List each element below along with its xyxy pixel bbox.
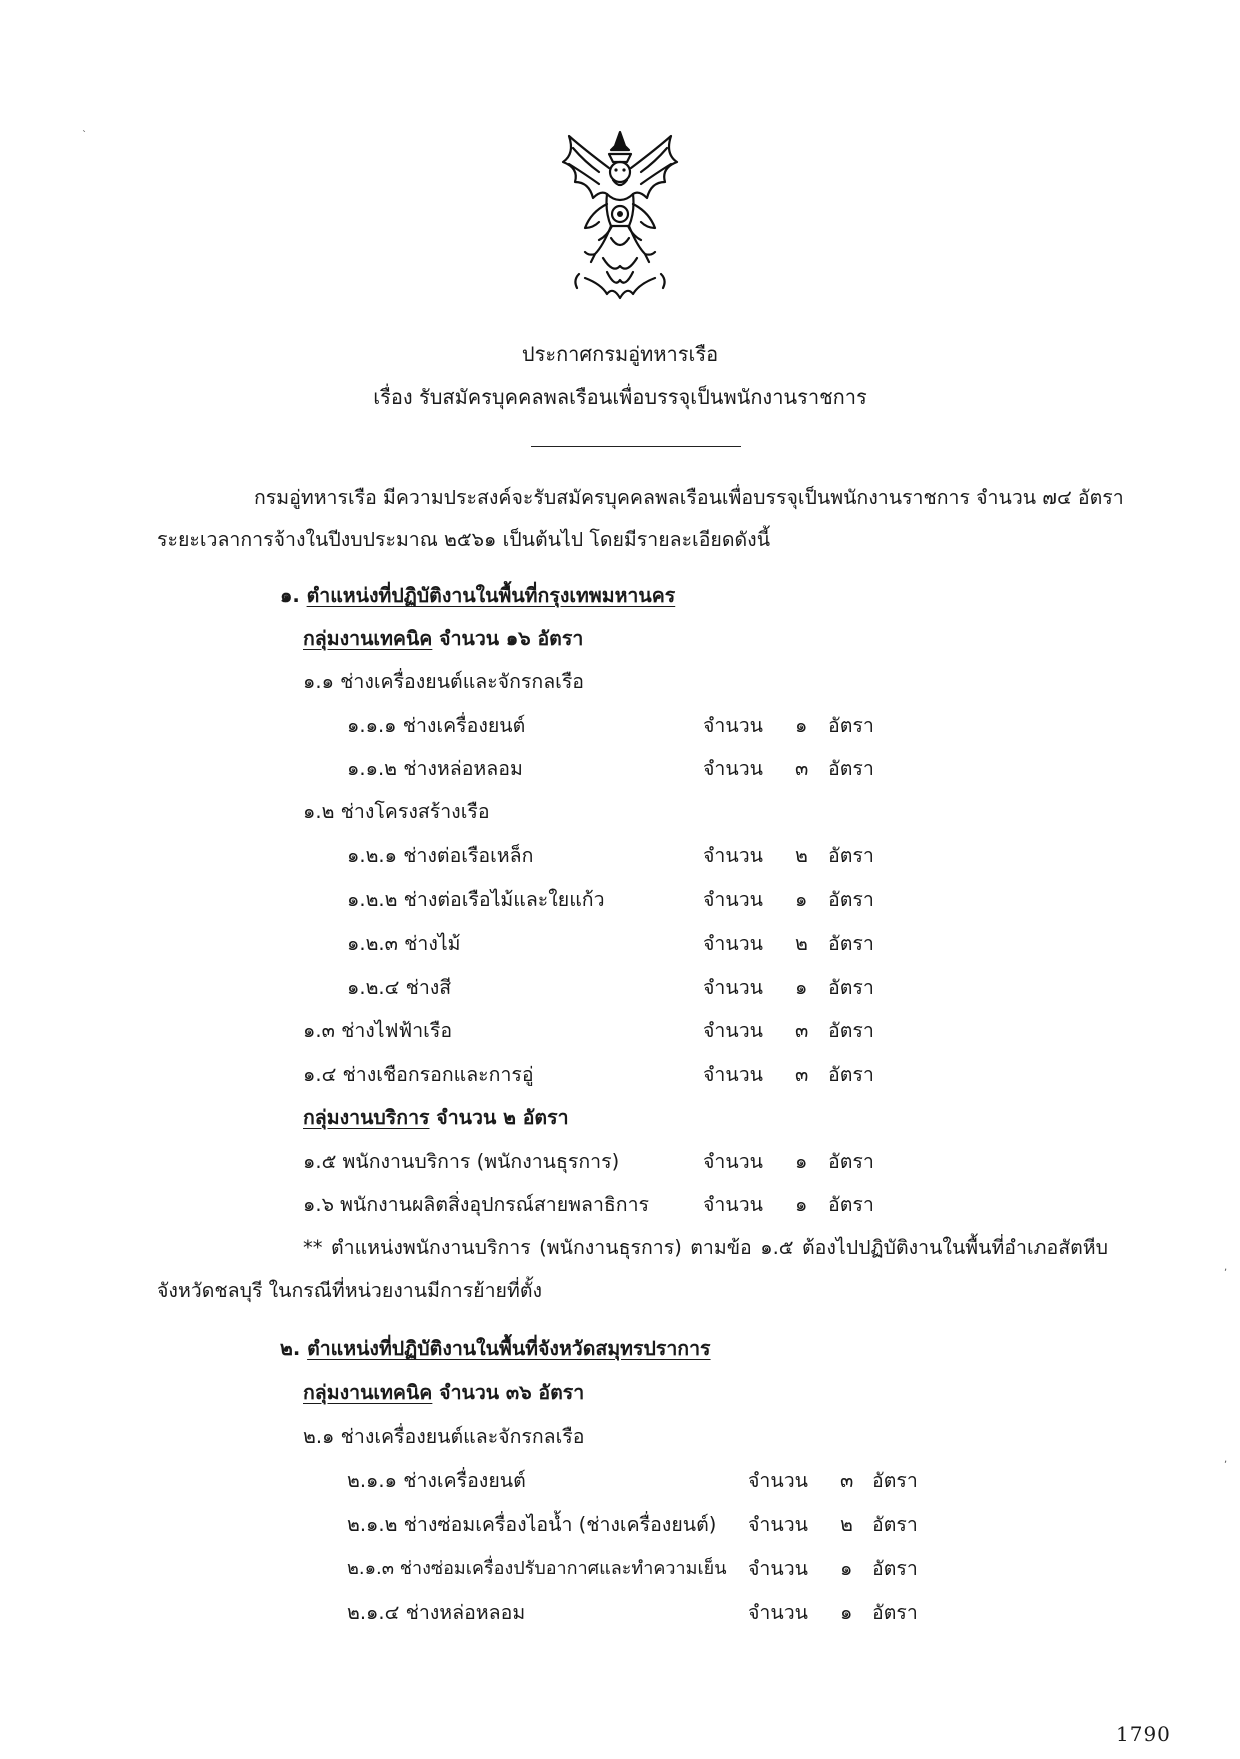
scan-mark: ` [82, 130, 87, 141]
count-unit: อัตรา [872, 1601, 918, 1624]
document-title: ประกาศกรมอู่ทหารเรือ [521, 342, 719, 366]
count-label: จำนวน [703, 1063, 763, 1086]
count-label: จำนวน [703, 888, 763, 911]
count-unit: อัตรา [828, 1150, 874, 1173]
count-unit: อัตรา [828, 1193, 874, 1216]
count-unit: อัตรา [828, 976, 874, 999]
position-label: ๑.๒.๔ ช่างสี [347, 976, 452, 999]
count-value: ๓ [795, 757, 809, 780]
section-1-heading [280, 580, 675, 611]
count-value: ๒ [840, 1513, 853, 1536]
section-2-tech-group [303, 1377, 584, 1408]
count-label: จำนวน [703, 714, 763, 737]
position-label: ๑.๕ พนักงานบริการ (พนักงานธุรการ) [303, 1150, 620, 1173]
section-2-title: ตำแหน่งที่ปฏิบัติงานในพื้นที่จังหวัดสมุทรปราการ [307, 1337, 711, 1360]
count-value: ๑ [840, 1601, 853, 1624]
count-value: ๑ [795, 888, 808, 911]
count-value: ๓ [795, 1063, 809, 1086]
count-value: ๑ [795, 976, 808, 999]
count-label: จำนวน [703, 976, 763, 999]
count-unit: อัตรา [828, 932, 874, 955]
section-1-tech-group [303, 623, 583, 654]
count-value: ๑ [795, 714, 808, 737]
position-label: ๒.๑.๓ ช่างซ่อมเครื่องปรับอากาศและทำความเย็น [347, 1558, 727, 1579]
count-value: ๑ [795, 1150, 808, 1173]
count-value: ๒ [795, 932, 808, 955]
group-count: จำนวน ๑๖ อัตรา [439, 627, 584, 650]
count-value: ๑ [795, 1193, 808, 1216]
position-label: ๑.๒.๒ ช่างต่อเรือไม้และใยแก้ว [347, 888, 605, 911]
count-label: จำนวน [748, 1601, 808, 1624]
count-label: จำนวน [748, 1469, 808, 1492]
page-number: 1790 [1116, 1722, 1171, 1746]
position-label: ๑.๑.๒ ช่างหล่อหลอม [347, 757, 523, 780]
count-value: ๓ [840, 1469, 854, 1492]
count-label: จำนวน [703, 844, 763, 867]
count-label: จำนวน [703, 1150, 763, 1173]
group-count: จำนวน ๓๖ อัตรา [439, 1381, 585, 1404]
count-value: ๒ [795, 844, 808, 867]
count-unit: อัตรา [828, 757, 874, 780]
count-label: จำนวน [703, 1193, 763, 1216]
subsection-1-2: ๑.๒ ช่างโครงสร้างเรือ [303, 800, 490, 823]
position-label: ๒.๑.๑ ช่างเครื่องยนต์ [347, 1469, 526, 1492]
intro-line-2: ระยะเวลาการจ้างในปีงบประมาณ ๒๕๖๑ เป็นต้นไป โดยมีรายละเอียดดังนี้ [157, 528, 771, 551]
scan-mark: , [1224, 1454, 1228, 1465]
position-label: ๑.๔ ช่างเชือกรอกและการอู่ [303, 1063, 534, 1086]
section-1-title: ตำแหน่งที่ปฏิบัติงานในพื้นที่กรุงเทพมหานคร [306, 584, 676, 607]
count-label: จำนวน [703, 1019, 763, 1042]
group-count: จำนวน ๒ อัตรา [436, 1106, 569, 1129]
section-1-number: ๑. [280, 584, 300, 607]
position-label: ๑.๖ พนักงานผลิตสิ่งอุปกรณ์สายพลาธิการ [303, 1193, 650, 1216]
group-name: กลุ่มงานบริการ [303, 1106, 430, 1129]
count-label: จำนวน [748, 1557, 808, 1580]
count-label: จำนวน [748, 1513, 808, 1536]
garuda-emblem-icon [555, 128, 685, 304]
count-unit: อัตรา [872, 1469, 918, 1492]
section-1-service-group [303, 1102, 569, 1133]
note-line-2: จังหวัดชลบุรี ในกรณีที่หน่วยงานมีการย้ายที่ตั้ง [157, 1279, 543, 1302]
scan-mark: , [1224, 1262, 1228, 1273]
count-label: จำนวน [703, 932, 763, 955]
position-label: ๒.๑.๒ ช่างซ่อมเครื่องไอน้ำ (ช่างเครื่องยนต์) [347, 1513, 717, 1536]
intro-line-1: กรมอู่ทหารเรือ มีความประสงค์จะรับสมัครบุคคลพลเรือนเพื่อบรรจุเป็นพนักงานราชการ จำนวน ๗๔ อัตรา [254, 486, 1124, 509]
count-value: ๑ [840, 1557, 853, 1580]
count-label: จำนวน [703, 757, 763, 780]
count-unit: อัตรา [828, 1019, 874, 1042]
position-label: ๑.๒.๑ ช่างต่อเรือเหล็ก [347, 844, 534, 867]
title-divider [531, 446, 741, 447]
group-name: กลุ่มงานเทคนิค [303, 1381, 433, 1404]
count-unit: อัตรา [828, 1063, 874, 1086]
document-subject: เรื่อง รับสมัครบุคคลพลเรือนเพื่อบรรจุเป็นพนักงานราชการ [373, 385, 867, 409]
position-label: ๒.๑.๔ ช่างหล่อหลอม [347, 1601, 526, 1624]
count-unit: อัตรา [828, 714, 874, 737]
count-unit: อัตรา [872, 1557, 918, 1580]
count-value: ๓ [795, 1019, 809, 1042]
section-2-heading [280, 1333, 711, 1364]
position-label: ๑.๓ ช่างไฟฟ้าเรือ [303, 1019, 453, 1042]
group-name: กลุ่มงานเทคนิค [303, 627, 433, 650]
count-unit: อัตรา [828, 844, 874, 867]
subsection-1-1: ๑.๑ ช่างเครื่องยนต์และจักรกลเรือ [303, 670, 584, 693]
note-line-1: ** ตำแหน่งพนักงานบริการ (พนักงานธุรการ) ตามข้อ ๑.๕ ต้องไปปฏิบัติงานในพื้นที่อำเภอสัตหีบ [303, 1236, 1108, 1259]
count-unit: อัตรา [872, 1513, 918, 1536]
position-label: ๑.๑.๑ ช่างเครื่องยนต์ [347, 714, 526, 737]
count-unit: อัตรา [828, 888, 874, 911]
section-2-number: ๒. [280, 1337, 301, 1360]
position-label: ๑.๒.๓ ช่างไม้ [347, 932, 461, 955]
subsection-2-1: ๒.๑ ช่างเครื่องยนต์และจักรกลเรือ [303, 1425, 585, 1448]
